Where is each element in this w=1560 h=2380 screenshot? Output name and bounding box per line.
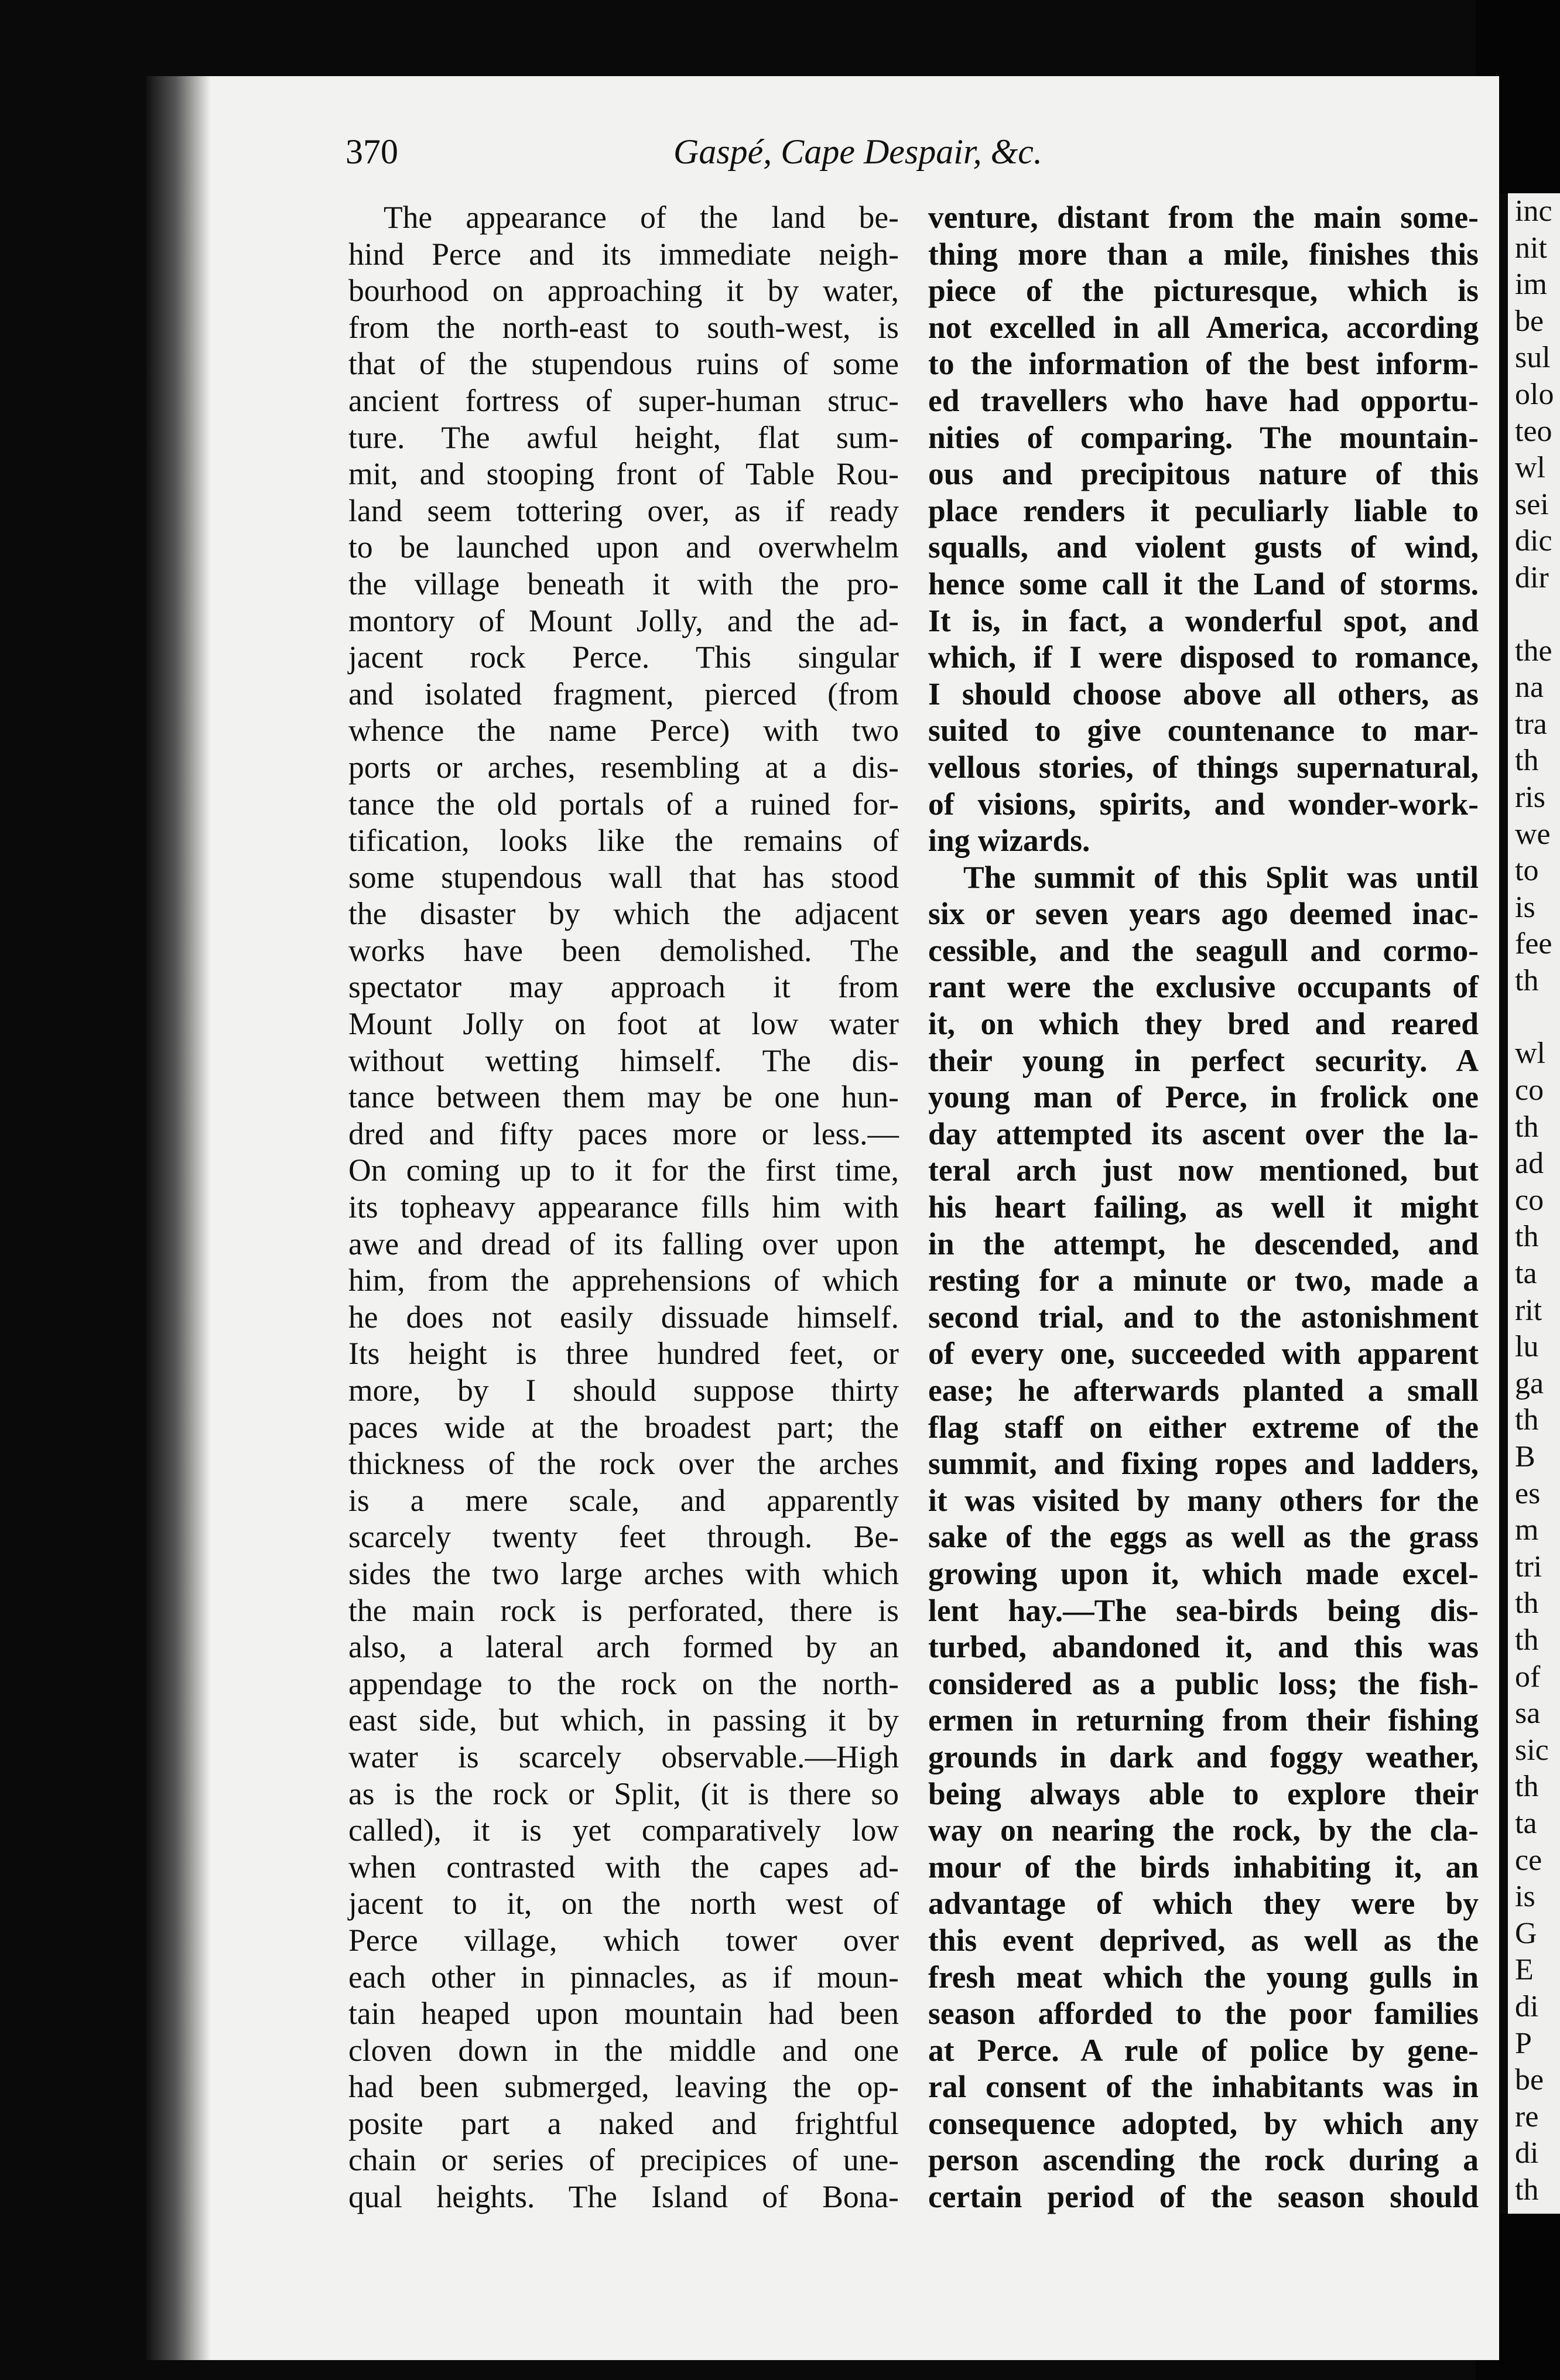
text-line: land seem tottering over, as if ready [348,493,899,528]
text-line: piece of the picturesque, which is [928,273,1479,309]
text-line: appendage to the rock on the north- [348,1666,899,1701]
text-line: cloven down in the middle and one [348,2032,899,2068]
facing-page-fragment: th [1515,1110,1539,1144]
facing-page-fragment: be [1515,304,1544,338]
text-line: this event deprived, as well as the [928,1922,1479,1958]
facing-page-fragment: ce [1515,1843,1542,1877]
text-line: tification, looks like the remains of [348,823,899,859]
text-line: squalls, and violent gusts of wind, [928,529,1479,565]
text-line: ports or arches, resembling at a dis- [348,749,899,785]
text-line: young man of Perce, in frolick one [928,1079,1479,1115]
text-line: ancient fortress of super-human struc- [348,382,899,418]
text-line: posite part a naked and frightful [348,2105,899,2141]
text-line: it, on which they bred and reared [928,1006,1479,1042]
text-line: Mount Jolly on foot at low water [348,1006,899,1042]
facing-page-fragment: co [1515,1183,1544,1217]
facing-page-fragment: ta [1515,1257,1537,1291]
text-line: consequence adopted, by which any [928,2105,1479,2141]
text-line: ed travellers who have had opportu- [928,382,1479,418]
facing-page-fragment: nit [1515,231,1547,265]
text-line: It is, in fact, a wonderful spot, and [928,603,1479,638]
text-line: to be launched upon and overwhelm [348,529,899,565]
facing-page-fragment: ta [1515,1806,1537,1840]
text-line: as is the rock or Split, (it is there so [348,1776,899,1811]
facing-page-fragment: di [1515,1989,1539,2023]
text-line: rant were the exclusive occupants of [928,969,1479,1005]
text-line: he does not easily dissuade himself. [348,1299,899,1335]
text-line: ermen in returning from their fishing [928,1702,1479,1738]
text-line: ous and precipitous nature of this [928,456,1479,492]
text-line: hind Perce and its immediate neigh- [348,236,899,272]
facing-page-fragment: teo [1515,414,1552,448]
facing-page-fragment: re [1515,2099,1539,2133]
text-line: place renders it peculiarly liable to [928,493,1479,528]
facing-page-fragment: wl [1515,451,1545,485]
facing-page-fragment: is [1515,890,1535,924]
text-line: grounds in dark and foggy weather, [928,1739,1479,1774]
text-line: thickness of the rock over the arches [348,1446,899,1482]
facing-page-fragment: ris [1515,780,1545,814]
facing-page-fragment: tra [1515,707,1547,741]
text-line: The appearance of the land be- [384,200,899,235]
text-line: day attempted its ascent over the la- [928,1116,1479,1151]
text-line: turbed, abandoned it, and this was [928,1629,1479,1665]
facing-page-fragment: G [1515,1916,1537,1950]
page-header [345,132,1130,184]
text-line: considered as a public loss; the fish- [928,1666,1479,1701]
text-line: to the information of the best inform- [928,346,1479,382]
facing-page-fragment: E [1515,1953,1534,1987]
facing-page-fragment: im [1515,268,1547,302]
facing-page-fragment: th [1515,1403,1539,1437]
facing-page-fragment: dir [1515,560,1549,594]
facing-page-fragment: fee [1515,927,1552,961]
text-line: that of the stupendous ruins of some [348,346,899,382]
text-line: scarcely twenty feet through. Be- [348,1519,899,1555]
text-line: of every one, succeeded with apparent [928,1336,1479,1372]
facing-page-fragment: of [1515,1660,1541,1694]
text-line: and isolated fragment, pierced (from [348,676,899,712]
facing-page-fragment: di [1515,2136,1539,2170]
text-line: jacent rock Perce. This singular [348,640,899,675]
text-line: each other in pinnacles, as if moun- [348,1959,899,1995]
facing-page-fragment: es [1515,1476,1541,1510]
text-line: dred and fifty paces more or less.— [348,1116,899,1151]
text-line: mit, and stooping front of Table Rou- [348,456,899,492]
text-line: vellous stories, of things supernatural, [928,749,1479,785]
text-line: On coming up to it for the first time, [348,1153,899,1188]
left-text-column [348,199,899,2215]
text-line: teral arch just now mentioned, but [928,1153,1479,1188]
facing-page-fragment: we [1515,817,1551,851]
text-line: summit, and fixing ropes and ladders, [928,1446,1479,1482]
facing-page-fragment: th [1515,1586,1539,1620]
text-line: their young in perfect security. A [928,1042,1479,1078]
facing-page-fragment: dic [1515,524,1552,558]
facing-page-fragment: lu [1515,1330,1539,1364]
text-line: from the north-east to south-west, is [348,309,899,345]
text-line: some stupendous wall that has stood [348,859,899,895]
text-line: at Perce. A rule of police by gene- [928,2032,1479,2068]
facing-page-fragment: th [1515,2173,1539,2207]
text-line: mour of the birds inhabiting it, an [928,1849,1479,1885]
facing-page-fragment: be [1515,2063,1544,2097]
facing-page-fragment: th [1515,1770,1539,1804]
text-line: Perce village, which tower over [348,1922,899,1958]
text-line: tain heaped upon mountain had been [348,1996,899,2032]
text-line: chain or series of precipices of une- [348,2142,899,2178]
text-line: which, if I were disposed to romance, [928,640,1479,675]
text-line: way on nearing the rock, by the cla- [928,1813,1479,1848]
text-line: I should choose above all others, as [928,676,1479,712]
text-line: the disaster by which the adjacent [348,896,899,932]
text-line: also, a lateral arch formed by an [348,1629,899,1665]
text-line: growing upon it, which made excel- [928,1555,1479,1591]
text-line: in the attempt, he descended, and [928,1226,1479,1261]
text-line: venture, distant from the main some- [928,200,1479,235]
text-line: not excelled in all America, according [928,309,1479,345]
facing-page-fragment: sic [1515,1733,1549,1767]
facing-page-fragment: ga [1515,1366,1544,1400]
text-line: Its height is three hundred feet, or [348,1336,899,1372]
text-line: resting for a minute or two, made a [928,1263,1479,1298]
facing-page-edge [1508,193,1560,2214]
text-line: paces wide at the broadest part; the [348,1409,899,1445]
text-line: montory of Mount Jolly, and the ad- [348,603,899,638]
running-title: Gaspé, Cape Despair, &c. [673,132,1042,171]
text-line: being always able to explore their [928,1776,1479,1811]
text-line: him, from the apprehensions of which [348,1263,899,1298]
facing-page-fragment: sa [1515,1697,1541,1731]
text-line: person ascending the rock during a [928,2142,1479,2178]
text-line: ture. The awful height, flat sum- [348,419,899,455]
text-line: more, by I should suppose thirty [348,1373,899,1408]
facing-page-fragment: th [1515,1623,1539,1657]
facing-page-fragment: sul [1515,341,1551,375]
text-line: whence the name Perce) with two [348,713,899,748]
text-line: when contrasted with the capes ad- [348,1849,899,1885]
facing-page-fragment: th [1515,744,1539,778]
text-line: had been submerged, leaving the op- [348,2069,899,2105]
text-line: his heart failing, as well it might [928,1189,1479,1225]
facing-page-fragment: co [1515,1073,1544,1107]
text-line: qual heights. The Island of Bona- [348,2179,899,2215]
text-line: fresh meat which the young gulls in [928,1959,1479,1995]
text-line: the main rock is perforated, there is [348,1592,899,1628]
text-line: works have been demolished. The [348,932,899,968]
facing-page-fragment: na [1515,671,1544,705]
text-line: jacent to it, on the north west of [348,1886,899,1921]
text-line: ral consent of the inhabitants was in [928,2069,1479,2105]
text-line: tance between them may be one hun- [348,1079,899,1115]
facing-page-fragment: sei [1515,487,1549,521]
text-line: called), it is yet comparatively low [348,1813,899,1848]
facing-page-fragment: B [1515,1440,1535,1473]
facing-page-fragment: th [1515,1220,1539,1254]
text-line: lent hay.—The sea-birds being dis- [928,1592,1479,1628]
facing-page-fragment: olo [1515,377,1554,411]
facing-page-fragment: P [1515,2026,1532,2060]
text-line: nities of comparing. The mountain- [928,419,1479,455]
page-number: 370 [345,132,398,171]
text-line: is a mere scale, and apparently [348,1482,899,1518]
text-line: six or seven years ago deemed inac- [928,896,1479,932]
facing-page-fragment: th [1515,963,1539,997]
text-line: the village beneath it with the pro- [348,566,899,601]
text-line: awe and dread of its falling over upon [348,1226,899,1261]
text-line: ing wizards. [928,823,1090,859]
text-line: of visions, spirits, and wonder-work- [928,786,1479,822]
facing-page-fragment: to [1515,854,1539,888]
text-line: second trial, and to the astonishment [928,1299,1479,1335]
text-line: cessible, and the seagull and cormo- [928,932,1479,968]
text-line: sake of the eggs as well as the grass [928,1519,1479,1555]
text-line: suited to give countenance to mar- [928,713,1479,748]
facing-page-fragment: tri [1515,1550,1542,1584]
text-line: tance the old portals of a ruined for- [348,786,899,822]
facing-page-fragment: m [1515,1513,1539,1547]
text-line: it was visited by many others for the [928,1482,1479,1518]
text-line: spectator may approach it from [348,969,899,1005]
facing-page-fragment: is [1515,1880,1535,1914]
text-line: hence some call it the Land of storms. [928,566,1479,601]
facing-page-fragment: rit [1515,1293,1542,1327]
text-line: certain period of the season should [928,2179,1479,2215]
text-line: its topheavy appearance fills him with [348,1189,899,1225]
facing-page-fragment: ad [1515,1147,1544,1181]
text-line: sides the two large arches with which [348,1555,899,1591]
text-line: ease; he afterwards planted a small [928,1373,1479,1408]
text-line: thing more than a mile, finishes this [928,236,1479,272]
text-line: flag staff on either extreme of the [928,1409,1479,1445]
facing-page-fragment: the [1515,634,1552,668]
text-line: without wetting himself. The dis- [348,1042,899,1078]
right-text-column [928,199,1479,2215]
text-line: bourhood on approaching it by water, [348,273,899,309]
text-line: season afforded to the poor families [928,1996,1479,2032]
facing-page-fragment: wl [1515,1037,1545,1071]
text-line: The summit of this Split was until [963,859,1479,895]
text-line: advantage of which they were by [928,1886,1479,1921]
facing-page-fragment: inc [1515,194,1552,228]
text-line: water is scarcely observable.—High [348,1739,899,1774]
text-line: east side, but which, in passing it by [348,1702,899,1738]
